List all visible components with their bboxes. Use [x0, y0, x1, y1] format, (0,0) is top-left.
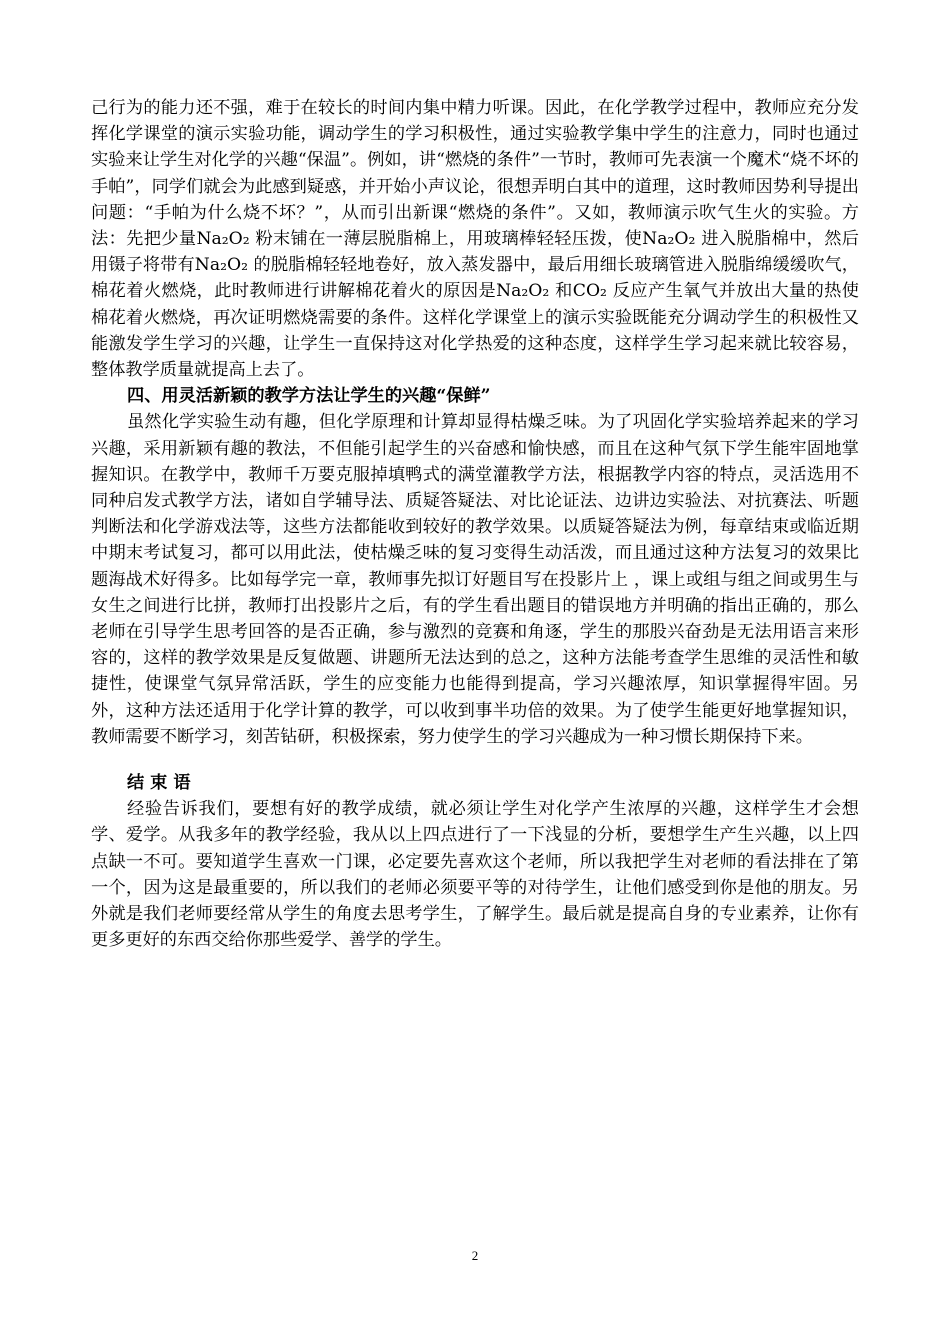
- document-page: [91, 95, 859, 954]
- continuation-paragraph: 己行为的能力还不强，难于在较长的时间内集中精力听课。因此，在化学教学过程中，教师应充分发挥化学课堂的演示实验功能，调动学生的学习积极性，通过实验教学集中学生的注意力，同时也通过实验来让学生对化学的兴趣“保温”。例如，讲“燃烧的条件”一节时，教师可先表演一个魔术“烧不坏的手帕”，同学们就会为此感到疑惑，并开始小声议论，很想弄明白其中的道理，这时教师因势利导提出问题：“手帕为什么烧不坏？”，从而引出新课“燃烧的条件”。又如，教师演示吹气生火的实验。方法：先把少量Na₂O₂ 粉末铺在一薄层脱脂棉上，用玻璃棒轻轻压拨，使Na₂O₂ 进入脱脂棉中，然后用镊子将带有Na₂O₂ 的脱脂棉轻轻地卷好，放入蒸发器中，最后用细长玻璃管进入脱脂绵缓缓吹气，棉花着火燃烧，此时教师进行讲解棉花着火的原因是Na₂O₂ 和CO₂ 反应产生氧气并放出大量的热使棉花着火燃烧，再次证明燃烧需要的条件。这样化学课堂上的演示实验既能充分调动学生的积极性又能激发学生学习的兴趣，让学生一直保持这对化学热爱的这种态度，这样学生学习起来就比较容易，整体教学质量就提高上去了。: [91, 98, 859, 381]
- page-number: 2: [471, 1248, 479, 1263]
- conclusion-heading: 结 束 语: [127, 773, 191, 794]
- conclusion-paragraph: 经验告诉我们，要想有好的教学成绩，就必须让学生对化学产生浓厚的兴趣，这样学生才会想学、爱学。从我多年的教学经验，我从以上四点进行了一下浅显的分析，要想学生产生兴趣，以上四点缺一不可。要知道学生喜欢一门课，必定要先喜欢这个老师，所以我把学生对老师的看法排在了第一个，因为这是最重要的，所以我们的老师必须要平等的对待学生，让他们感受到你是他的朋友。另外就是我们老师要经常从学生的角度去思考学生，了解学生。最后就是提高自身的专业素养，让你有更多更好的东西交给你那些爱学、善学的学生。: [91, 799, 859, 951]
- section-4-heading: 四、用灵活新颖的教学方法让学生的兴趣“保鲜”: [127, 386, 491, 407]
- section-4-paragraph: 虽然化学实验生动有趣，但化学原理和计算却显得枯燥乏味。为了巩固化学实验培养起来的学习兴趣，采用新颖有趣的教法，不但能引起学生的兴奋感和愉快感，而且在这种气氛下学生能牢固地掌握知识。在教学中，教师千万要克服掉填鸭式的满堂灌教学方法，根据教学内容的特点，灵活选用不同种启发式教学方法，诸如自学辅导法、质疑答疑法、对比论证法、边讲边实验法、对抗赛法、听题判断法和化学游戏法等，这些方法都能收到较好的教学效果。以质疑答疑法为例，每章结束或临近期中期末考试复习，都可以用此法，使枯燥乏味的复习变得生动活泼，而且通过这种方法复习的效果比题海战术好得多。比如每学完一章，教师事先拟订好题目写在投影片上 ，课上或组与组之间或男生与女生之间进行比拼，教师打出投影片之后，有的学生看出题目的错误地方并明确的指出正确的，那么老师在引导学生思考回答的是否正确，参与激烈的竞赛和角逐，学生的那股兴奋劲是无法用语言来形容的，这样的教学效果是反复做题、讲题所无法达到的总之，这种方法能考查学生思维的灵活性和敏捷性，使课堂气氛异常活跃，学生的应变能力也能得到提高，学习兴趣浓厚，知识掌握得牢固。另外，这种方法还适用于化学计算的教学，可以收到事半功倍的效果。为了使学生能更好地掌握知识，教师需要不断学习，刻苦钻研，积极探索，努力使学生的学习兴趣成为一种习惯长期保持下来。: [91, 412, 859, 747]
